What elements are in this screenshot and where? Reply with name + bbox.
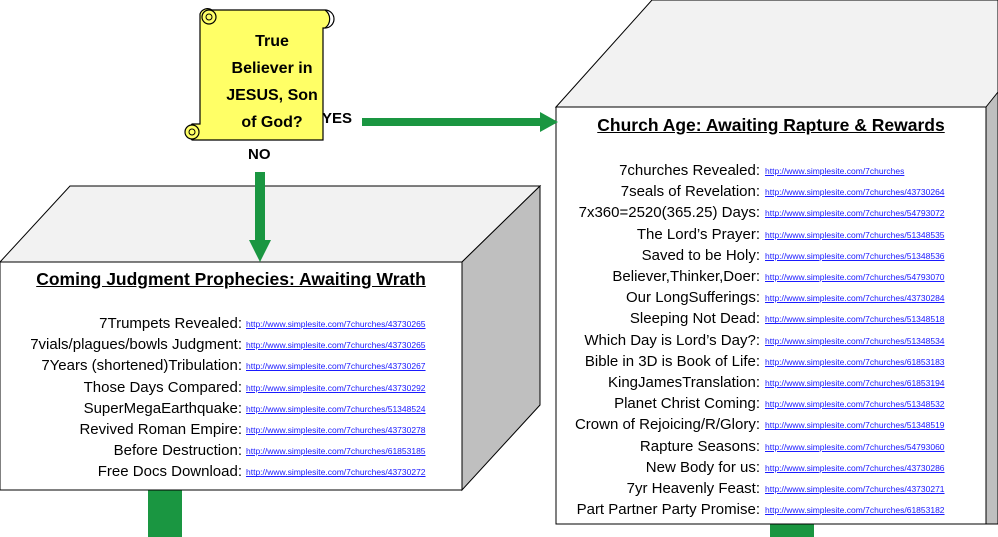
- row-label: 7vials/plagues/bowls Judgment:: [30, 336, 242, 354]
- row-label: Believer,Thinker,Doer:: [612, 268, 760, 285]
- row-label: 7x360=2520(365.25) Days:: [578, 204, 760, 222]
- link-row: [0, 224, 945, 245]
- link-row: [0, 330, 945, 351]
- row-label: 7yr Heavenly Feast:: [626, 480, 760, 497]
- row-link[interactable]: http://www.simplesite.com/7churches/54793060: [765, 441, 945, 452]
- row-link[interactable]: http://www.simplesite.com/7churches/54793072: [765, 208, 945, 219]
- link-row: [0, 287, 945, 308]
- link-row: [0, 372, 945, 393]
- row-link[interactable]: http://www.simplesite.com/7churches/43730284: [765, 293, 945, 304]
- link-row: [0, 245, 945, 266]
- row-link[interactable]: http://www.simplesite.com/7churches/51348536: [765, 250, 945, 261]
- link-row: [0, 308, 945, 329]
- row-link[interactable]: http://www.simplesite.com/7churches/51348535: [765, 229, 945, 240]
- row-label: Saved to be Holy:: [641, 246, 760, 264]
- row-link[interactable]: http://www.simplesite.com/7churches/43730271: [765, 484, 945, 494]
- row-label: Bible in 3D is Book of Life:: [584, 352, 760, 370]
- row-link[interactable]: http://www.simplesite.com/7churches/43730286: [765, 462, 945, 473]
- row-label: KingJamesTranslation:: [607, 374, 760, 391]
- row-label: Sleeping Not Dead:: [629, 310, 760, 328]
- row-label: Rapture Seasons:: [639, 437, 760, 455]
- row-label: 7seals of Revelation:: [620, 183, 760, 201]
- row-link[interactable]: http://www.simplesite.com/7churches/51348518: [765, 314, 945, 325]
- row-link[interactable]: http://www.simplesite.com/7churches/51348524: [246, 403, 426, 414]
- row-link[interactable]: http://www.simplesite.com/7churches/43730267: [246, 361, 426, 372]
- row-label: Part Partner Party Promise:: [576, 501, 760, 519]
- row-label: 7Trumpets Revealed:: [99, 315, 242, 332]
- row-link[interactable]: http://www.simplesite.com/7churches/51348532: [765, 399, 945, 410]
- decision-question: True Believer in JESUS, Son of God?: [226, 33, 318, 131]
- row-label: Before Destruction:: [113, 442, 242, 460]
- row-link[interactable]: http://www.simplesite.com/7churches/51348534: [765, 335, 945, 346]
- row-label: Free Docs Download:: [97, 463, 242, 481]
- row-label: SuperMegaEarthquake:: [83, 399, 242, 417]
- link-row: [0, 457, 945, 478]
- row-link[interactable]: http://www.simplesite.com/7churches/61853182: [765, 505, 945, 516]
- row-link[interactable]: http://www.simplesite.com/7churches/61853185: [246, 446, 426, 457]
- row-label: The Lord’s Prayer:: [636, 225, 760, 243]
- no-label: NO: [248, 146, 271, 163]
- row-link[interactable]: http://www.simplesite.com/7churches/61853183: [765, 356, 945, 367]
- row-label: 7Years (shortened)Tribulation:: [41, 357, 242, 375]
- row-link[interactable]: http://www.simplesite.com/7churches/43730278: [246, 425, 426, 435]
- link-row: [0, 393, 945, 414]
- link-row: [0, 266, 945, 287]
- row-link[interactable]: http://www.simplesite.com/7churches: [765, 166, 905, 176]
- row-label: 7churches Revealed:: [619, 162, 760, 179]
- row-label: Planet Christ Coming:: [614, 395, 760, 413]
- link-row: [0, 160, 905, 181]
- link-row: [0, 202, 945, 223]
- row-link[interactable]: http://www.simplesite.com/7churches/61853194: [765, 378, 945, 388]
- link-row: [0, 478, 945, 499]
- row-label: Which Day is Lord’s Day?:: [584, 331, 760, 349]
- row-label: Those Days Compared:: [83, 378, 242, 396]
- link-row: [0, 436, 945, 457]
- row-link[interactable]: http://www.simplesite.com/7churches/51348519: [765, 420, 945, 431]
- row-label: Revived Roman Empire:: [79, 421, 242, 438]
- link-row: [0, 414, 945, 435]
- row-link[interactable]: http://www.simplesite.com/7churches/43730265: [246, 340, 426, 351]
- link-row: [0, 181, 945, 202]
- row-link[interactable]: http://www.simplesite.com/7churches/43730264: [765, 187, 945, 198]
- row-link[interactable]: http://www.simplesite.com/7churches/43730272: [246, 467, 426, 478]
- right-box-title: Church Age: Awaiting Rapture & Rewards: [597, 115, 945, 135]
- yes-label: YES: [322, 110, 353, 127]
- row-link[interactable]: http://www.simplesite.com/7churches/54793070: [765, 272, 945, 282]
- yes-arrow: [362, 112, 558, 132]
- row-link[interactable]: http://www.simplesite.com/7churches/43730265: [246, 319, 426, 329]
- link-row: [0, 351, 945, 372]
- link-row: [0, 499, 945, 520]
- row-label: Crown of Rejoicing/R/Glory:: [574, 416, 760, 434]
- left-box-title: Coming Judgment Prophecies: Awaiting Wrath: [36, 269, 426, 289]
- row-link[interactable]: http://www.simplesite.com/7churches/43730292: [246, 382, 426, 393]
- row-label: Our LongSufferings:: [626, 289, 760, 307]
- row-label: New Body for us:: [645, 458, 760, 476]
